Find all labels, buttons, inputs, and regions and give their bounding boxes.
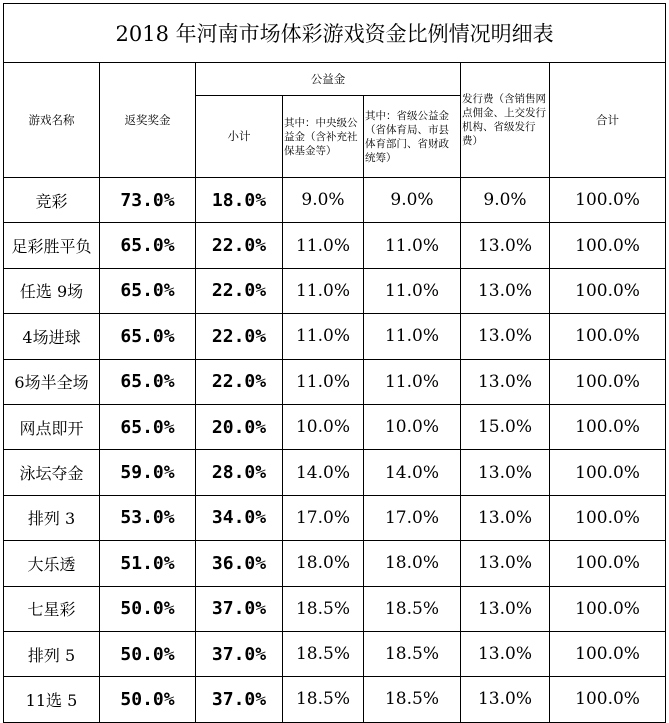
subtotal-cell: 22.0% (196, 359, 283, 404)
central-welfare-cell: 18.0% (283, 541, 364, 586)
game-name-cell: 足彩胜平负 (4, 223, 100, 268)
provincial-welfare-cell: 9.0% (364, 178, 461, 223)
game-name-cell: 竞彩 (4, 178, 100, 223)
total-cell: 100.0% (550, 677, 666, 722)
subtotal-cell: 28.0% (196, 450, 283, 495)
prize-fund-cell: 65.0% (100, 314, 196, 359)
central-welfare-cell: 10.0% (283, 404, 364, 449)
provincial-welfare-cell: 10.0% (364, 404, 461, 449)
issuance-fee-cell: 15.0% (461, 404, 550, 449)
issuance-fee-cell: 13.0% (461, 677, 550, 722)
game-name-cell: 排列 5 (4, 631, 100, 676)
total-cell: 100.0% (550, 541, 666, 586)
game-name-cell: 任选 9场 (4, 268, 100, 313)
subtotal-cell: 37.0% (196, 631, 283, 676)
table-row (4, 631, 666, 676)
issuance-fee-cell: 13.0% (461, 541, 550, 586)
game-name-cell: 6场半全场 (4, 359, 100, 404)
table-row (4, 677, 666, 722)
total-cell: 100.0% (550, 223, 666, 268)
central-welfare-cell: 18.5% (283, 631, 364, 676)
prize-fund-cell: 50.0% (100, 586, 196, 631)
central-welfare-cell: 11.0% (283, 223, 364, 268)
provincial-welfare-cell: 18.0% (364, 541, 461, 586)
header-provincial-welfare: 其中：省级公益金（省体育局、市县体育部门、省财政统筹） (364, 96, 461, 178)
prize-fund-cell: 59.0% (100, 450, 196, 495)
provincial-welfare-cell: 18.5% (364, 586, 461, 631)
central-welfare-cell: 11.0% (283, 359, 364, 404)
table-row (4, 450, 666, 495)
game-name-cell: 排列 3 (4, 495, 100, 540)
table-row (4, 178, 666, 223)
issuance-fee-cell: 13.0% (461, 314, 550, 359)
total-cell: 100.0% (550, 314, 666, 359)
total-cell: 100.0% (550, 268, 666, 313)
game-name-cell: 七星彩 (4, 586, 100, 631)
table-row (4, 541, 666, 586)
provincial-welfare-cell: 18.5% (364, 677, 461, 722)
total-cell: 100.0% (550, 178, 666, 223)
subtotal-cell: 18.0% (196, 178, 283, 223)
prize-fund-cell: 73.0% (100, 178, 196, 223)
subtotal-cell: 37.0% (196, 677, 283, 722)
game-name-cell: 4场进球 (4, 314, 100, 359)
header-central-welfare: 其中：中央级公益金（含补充社保基金等） (283, 96, 364, 178)
subtotal-cell: 22.0% (196, 314, 283, 359)
issuance-fee-cell: 13.0% (461, 631, 550, 676)
total-cell: 100.0% (550, 359, 666, 404)
prize-fund-cell: 65.0% (100, 404, 196, 449)
subtotal-cell: 34.0% (196, 495, 283, 540)
table-row (4, 495, 666, 540)
central-welfare-cell: 9.0% (283, 178, 364, 223)
provincial-welfare-cell: 14.0% (364, 450, 461, 495)
prize-fund-cell: 65.0% (100, 268, 196, 313)
table-row (4, 359, 666, 404)
subtotal-cell: 36.0% (196, 541, 283, 586)
game-name-cell: 11选 5 (4, 677, 100, 722)
game-name-cell: 泳坛夺金 (4, 450, 100, 495)
header-public-welfare: 公益金 (196, 63, 461, 96)
prize-fund-cell: 65.0% (100, 223, 196, 268)
central-welfare-cell: 18.5% (283, 677, 364, 722)
header-total: 合计 (550, 63, 666, 178)
table-title: 2018 年河南市场体彩游戏资金比例情况明细表 (4, 4, 666, 63)
subtotal-cell: 37.0% (196, 586, 283, 631)
issuance-fee-cell: 13.0% (461, 450, 550, 495)
table-row (4, 268, 666, 313)
provincial-welfare-cell: 17.0% (364, 495, 461, 540)
table-row (4, 404, 666, 449)
total-cell: 100.0% (550, 404, 666, 449)
issuance-fee-cell: 13.0% (461, 223, 550, 268)
header-subtotal: 小计 (196, 96, 283, 178)
subtotal-cell: 22.0% (196, 268, 283, 313)
game-name-cell: 大乐透 (4, 541, 100, 586)
provincial-welfare-cell: 11.0% (364, 314, 461, 359)
total-cell: 100.0% (550, 495, 666, 540)
total-cell: 100.0% (550, 450, 666, 495)
central-welfare-cell: 14.0% (283, 450, 364, 495)
issuance-fee-cell: 9.0% (461, 178, 550, 223)
total-cell: 100.0% (550, 586, 666, 631)
central-welfare-cell: 17.0% (283, 495, 364, 540)
provincial-welfare-cell: 11.0% (364, 223, 461, 268)
total-cell: 100.0% (550, 631, 666, 676)
prize-fund-cell: 65.0% (100, 359, 196, 404)
prize-fund-cell: 50.0% (100, 677, 196, 722)
central-welfare-cell: 18.5% (283, 586, 364, 631)
subtotal-cell: 22.0% (196, 223, 283, 268)
issuance-fee-cell: 13.0% (461, 586, 550, 631)
game-name-cell: 网点即开 (4, 404, 100, 449)
table-row (4, 314, 666, 359)
fund-ratio-table (3, 3, 666, 723)
prize-fund-cell: 51.0% (100, 541, 196, 586)
provincial-welfare-cell: 11.0% (364, 268, 461, 313)
header-issuance-fee: 发行费（含销售网点佣金、上交发行机构、省级发行费） (461, 63, 550, 178)
table-row (4, 586, 666, 631)
issuance-fee-cell: 13.0% (461, 268, 550, 313)
prize-fund-cell: 50.0% (100, 631, 196, 676)
central-welfare-cell: 11.0% (283, 268, 364, 313)
header-prize-fund: 返奖奖金 (100, 63, 196, 178)
issuance-fee-cell: 13.0% (461, 495, 550, 540)
table-row (4, 223, 666, 268)
subtotal-cell: 20.0% (196, 404, 283, 449)
provincial-welfare-cell: 11.0% (364, 359, 461, 404)
issuance-fee-cell: 13.0% (461, 359, 550, 404)
prize-fund-cell: 53.0% (100, 495, 196, 540)
provincial-welfare-cell: 18.5% (364, 631, 461, 676)
central-welfare-cell: 11.0% (283, 314, 364, 359)
header-game-name: 游戏名称 (4, 63, 100, 178)
